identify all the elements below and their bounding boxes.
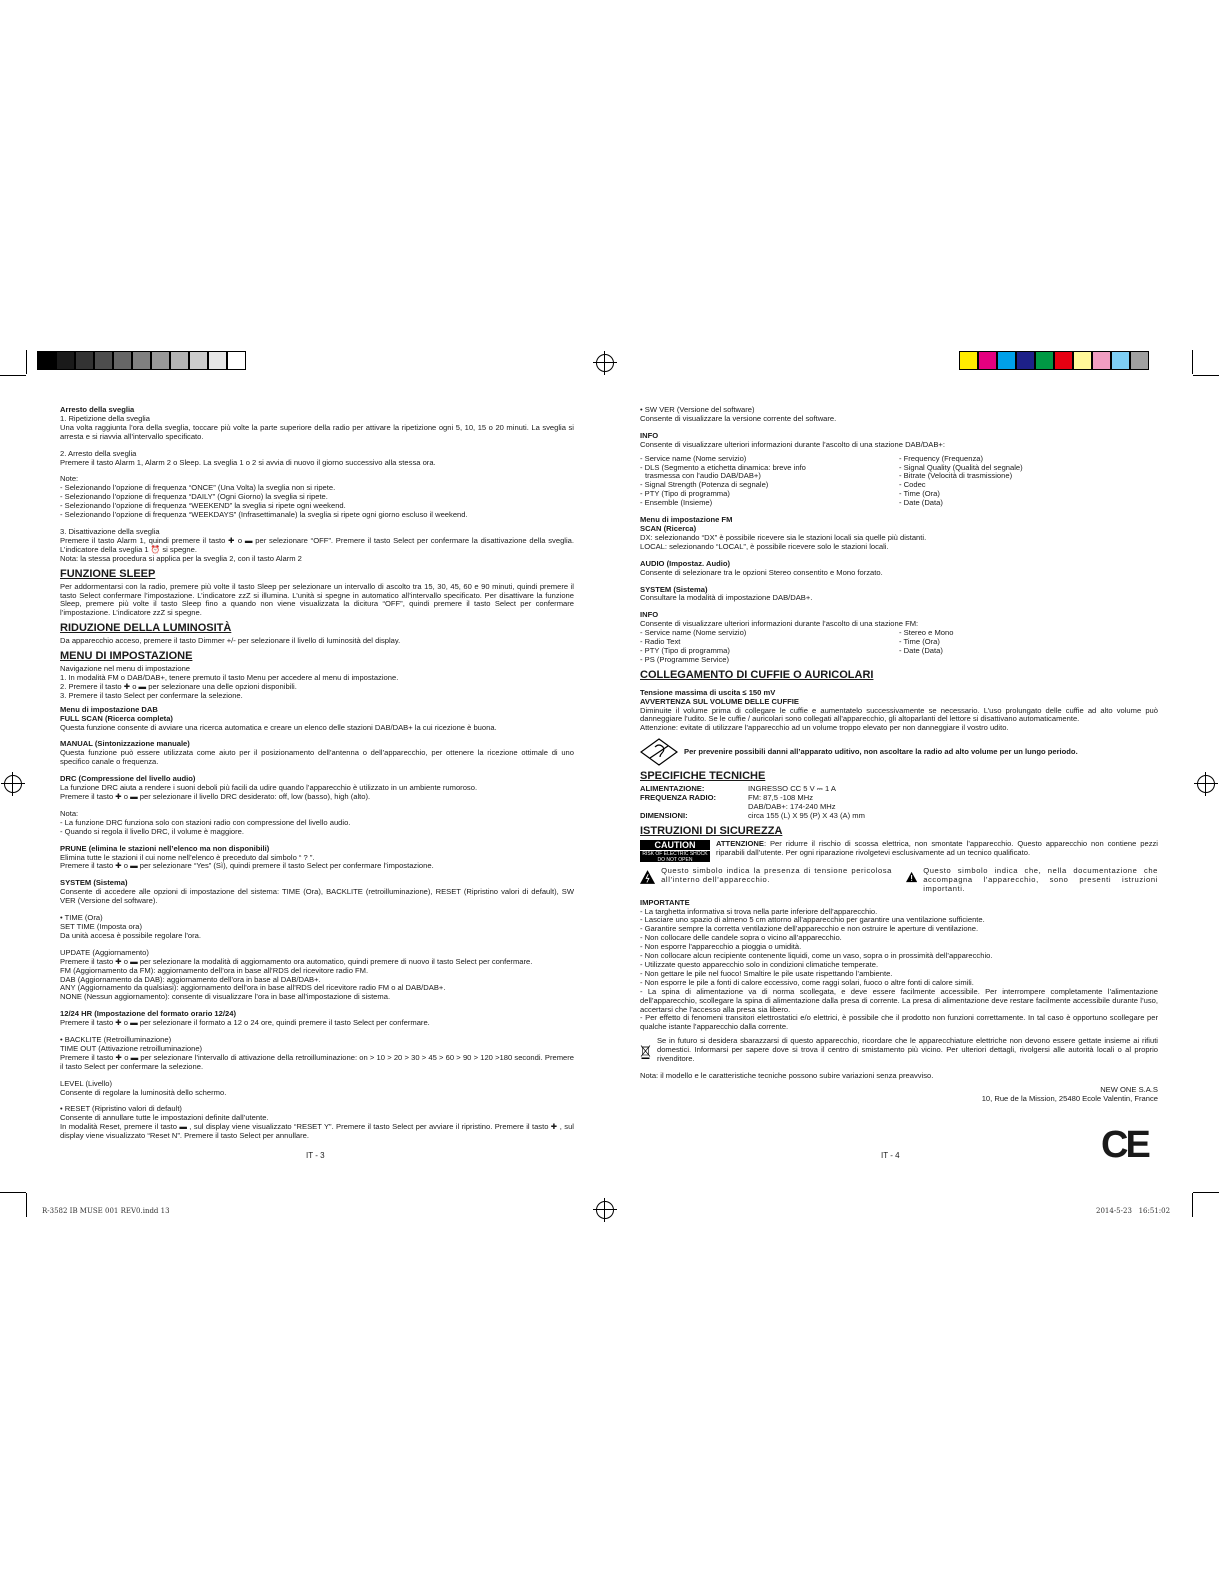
info2-item: - Date (Data) xyxy=(899,645,943,655)
audio-title: AUDIO (Impostaz. Audio) xyxy=(640,558,730,568)
dimmer-text: Da apparecchio acceso, premere il tasto Dimmer +/- per selezionare il livello di luminosità del display. xyxy=(60,636,401,646)
info-item: - Signal Strength (Potenza di segnale) xyxy=(640,480,769,490)
update-line: NONE (Nessun aggiornamento): consente di visualizzare l’ora in base all’impostazione di sistema. xyxy=(60,992,391,1002)
menu-line: 2. Premere il tasto ✚ o ▬ per selezionare una delle opzioni disponibili. xyxy=(60,681,297,691)
page-number-left: IT - 3 xyxy=(306,1151,325,1160)
scan-line: LOCAL: selezionando “LOCAL”, è possibile ricevere solo le stazioni locali. xyxy=(640,541,889,551)
left-page-column xyxy=(60,406,574,1141)
alarm3-title: 3. Disattivazione della sveglia xyxy=(60,526,160,536)
crop-mark xyxy=(1193,1192,1219,1193)
registration-mark-icon xyxy=(4,775,22,793)
hr-title: 12/24 HR (Impostazione del formato orario 12/24) xyxy=(60,1009,236,1019)
update-line: ANY (Aggiornamento da qualsiasi): aggiornamento dell’ora in base all’RDS del ricevitore radio FM o al DAB/DAB+. xyxy=(60,983,446,993)
crop-mark xyxy=(1193,375,1219,376)
note-item: - Selezionando l’opzione di frequenza “ONCE” (Una Volta) la sveglia non si ripete. xyxy=(60,483,336,493)
info-item: trasmessa con l’audio DAB/DAB+) xyxy=(645,471,761,481)
hearing-warning xyxy=(640,738,1158,766)
note-item: - Selezionando l’opzione di frequenza “WEEKEND” la sveglia si ripete ogni weekend. xyxy=(60,501,346,511)
slug-time: 16:51:02 xyxy=(1138,1207,1171,1215)
swver-line: • SW VER (Versione del software) xyxy=(640,405,755,414)
crop-mark xyxy=(0,375,26,376)
company-address: 10, Rue de la Mission, 25480 Ecole Valentin, France xyxy=(981,1094,1158,1104)
color-swatch xyxy=(37,351,56,370)
prune-line: Elimina tutte le stazioni il cui nome nell’elenco è preceduto dal simbolo “ ? ”. xyxy=(60,852,315,862)
symbol1-text: Questo simbolo indica la presenza di tensione pericolosa all’interno dell’apparecchio. xyxy=(661,865,892,884)
info-item: - Date (Data) xyxy=(899,498,943,508)
alarm-stop-title: Arresto della sveglia xyxy=(60,405,135,414)
important-item: - Utilizzate questo apparecchio solo in condizioni climatiche temperate. xyxy=(640,959,879,969)
ce-mark: CE xyxy=(1101,1124,1148,1166)
menu-line: 3. Premere il tasto Select per confermare la selezione. xyxy=(60,690,243,700)
manual-title: MANUAL (Sintonizzazione manuale) xyxy=(60,739,190,749)
drc-title: DRC (Compressione del livello audio) xyxy=(60,774,196,784)
registration-mark-icon xyxy=(1197,775,1215,793)
variation-note: Nota: il modello e le caratteristiche tecniche possono subire variazioni senza preavviso. xyxy=(640,1071,934,1081)
menu-heading: MENU DI IMPOSTAZIONE xyxy=(60,650,193,663)
attention-label: ATTENZIONE xyxy=(716,838,764,848)
caution-title: CAUTION xyxy=(640,840,710,851)
color-swatch xyxy=(56,351,75,370)
backlite-line: TIME OUT (Attivazione retroilluminazione) xyxy=(60,1043,203,1053)
info-item: - Signal Quality (Qualità del segnale) xyxy=(899,462,1023,472)
fm-menu-title: Menu di impostazione FM xyxy=(640,515,733,525)
color-swatch xyxy=(132,351,151,370)
menu-line: Navigazione nel menu di impostazione xyxy=(60,664,191,674)
color-swatch xyxy=(170,351,189,370)
fullscan-title: FULL SCAN (Ricerca completa) xyxy=(60,713,173,723)
symbol-row xyxy=(640,867,1158,894)
prune-line: Premere il tasto ✚ o ▬ per selezionare “Yes” (Sì), quindi premere il tasto Select per confermare l’impostazione. xyxy=(60,861,434,871)
color-swatch xyxy=(189,351,208,370)
info-item: - Time (Ora) xyxy=(899,489,940,499)
color-swatch xyxy=(1073,351,1092,370)
fm-system-title: SYSTEM (Sistema) xyxy=(640,584,708,594)
reset-line: In modalità Reset, premere il tasto ▬ , sul display viene visualizzato “RESET Y”. Premere il tasto Select per avviare il ripristino. Premere il tasto ✚ , sul display viene visualizzato “Reset N”. Premere il tasto Select per annullare. xyxy=(60,1122,574,1141)
drc-note: - Quando si regola il livello DRC, il volume è maggiore. xyxy=(60,826,245,836)
important-item: - La spina di alimentazione va di norma scollegata, e deve essere facilmente accessibile. Per interrompere completamente l’alimentazione dell’apparecchio, scollegare la spina di alimentazione dalla presa di corrente. La presa di alimentazione deve restare facilmente accessibile durante l’uso, accertarsi che l’accesso alla presa sia libero. xyxy=(640,986,1158,1014)
menu-line: 1. In modalità FM o DAB/DAB+, tenere premuto il tasto Menu per accedere al menu di impostazione. xyxy=(60,673,399,683)
info-item: - Frequency (Frequenza) xyxy=(899,453,983,463)
info-item: - PTY (Tipo di programma) xyxy=(640,489,730,499)
crop-mark xyxy=(26,350,27,374)
volume-warning-title: AVVERTENZA SUL VOLUME DELLE CUFFIE xyxy=(640,696,799,706)
weee-text: Se in futuro si desidera sbarazzarsi di questo apparecchio, ricordare che le apparecchiature elettriche non devono essere gettate insieme ai rifiuti domestici. Informarsi per sapere dove si trova il centro di smistamento più vicino. Per ulteriori dettagli, rivolgersi alle autorità locali o al proprio rivenditore. xyxy=(656,1036,1158,1064)
time-line: • TIME (Ora) xyxy=(60,913,103,923)
attention-text: : Per ridurre il rischio di scossa elettrica, non smontate l’apparecchio. Questo apparecchio non contiene pezzi riparabili dall’utente. Per ogni riparazione rivolgetevi esclusivamente ad un tecnico qualificato. xyxy=(716,838,1158,857)
update-line: FM (Aggiornamento da FM): aggiornamento dell’ora in base all’RDS del ricevitore radio FM. xyxy=(60,965,369,975)
swver-line: Consente di visualizzare la versione corrente del software. xyxy=(640,413,837,423)
color-swatch xyxy=(1092,351,1111,370)
slug-datetime xyxy=(1096,1207,1170,1215)
volume-attention: Attenzione: evitate di utilizzare l’apparecchio ad un volume troppo elevato per non danneggiare il vostro udito. xyxy=(640,723,1009,733)
info2-item: - PS (Programme Service) xyxy=(640,654,730,664)
system-title: SYSTEM (Sistema) xyxy=(60,878,128,888)
scan-line: DX: selezionando “DX” è possibile ricevere sia le stazioni locali sia quelle più distanti. xyxy=(640,532,927,542)
alarm3-note: Nota: la stessa procedura si applica per la sveglia 2, con il tasto Alarm 2 xyxy=(60,553,302,563)
headphone-heading: COLLEGAMENTO DI CUFFIE O AURICOLARI xyxy=(640,668,874,681)
color-swatch xyxy=(1111,351,1130,370)
dab-menu-title: Menu di impostazione DAB xyxy=(60,704,158,714)
info2-title: INFO xyxy=(640,610,659,620)
info-text: Consente di visualizzare ulteriori informazioni durante l’ascolto di una stazione DAB/DAB+: xyxy=(640,439,945,449)
color-swatch xyxy=(94,351,113,370)
level-line: Consente di regolare la luminosità dello schermo. xyxy=(60,1087,227,1097)
color-swatch xyxy=(959,351,978,370)
time-line: SET TIME (Imposta ora) xyxy=(60,921,143,931)
registration-mark-icon xyxy=(596,354,614,372)
manual-text: Questa funzione può essere utilizzata come aiuto per il posizionamento dell’antenna o dell’apparecchio, per ottenere la ricezione ottimale di uno specifico canale o frequenza. xyxy=(60,748,574,767)
update-line: DAB (Aggiornamento da DAB): aggiornamento dell’ora in base al DAB/DAB+. xyxy=(60,974,321,984)
system-text: Consente di accedere alle opzioni di impostazione del sistema: TIME (Ora), BACKLITE (retroilluminazione), RESET (Ripristino valori di default), SW VER (Versione del software). xyxy=(60,887,574,906)
backlite-line: Premere il tasto ✚ o ▬ per selezionare l’intervallo di attivazione della retroilluminazione: on > 10 > 20 > 30 > 45 > 60 > 90 > 120 >180 secondi. Premere il tasto Select per confermare la selezione. xyxy=(60,1052,574,1071)
lightning-warning-icon xyxy=(640,867,655,887)
sleep-heading: FUNZIONE SLEEP xyxy=(60,567,156,580)
caution-row xyxy=(640,840,1158,862)
page-number-right: IT - 4 xyxy=(881,1151,900,1160)
alarm3-text: Premere il tasto Alarm 1, quindi premere il tasto ✚ o ▬ per selezionare “OFF”. Premere il tasto Select per confermare la disattivazione della sveglia. L’indicatore della sveglia 1 ⏰ si spegne. xyxy=(60,535,574,554)
color-swatch xyxy=(1016,351,1035,370)
info-title: INFO xyxy=(640,430,659,440)
info2-item: - Radio Text xyxy=(640,637,681,647)
drc-line: La funzione DRC aiuta a rendere i suoni deboli più facili da udire quando l’apparecchio è utilizzato in un ambiente rumoroso. xyxy=(60,783,478,793)
info2-list xyxy=(640,629,1158,665)
update-line: UPDATE (Aggiornamento) xyxy=(60,947,149,957)
fullscan-text: Questa funzione consente di avviare una ricerca automatica e creare un elenco delle stazioni DAB/DAB+ la cui ricezione è buona. xyxy=(60,722,497,732)
crop-mark xyxy=(0,1192,26,1193)
safety-heading: ISTRUZIONI DI SICUREZZA xyxy=(640,824,783,837)
hearing-warning-text: Per prevenire possibili danni all’apparato uditivo, non ascoltare la radio ad alto volume per un lungo periodo. xyxy=(684,746,1078,756)
color-swatch xyxy=(113,351,132,370)
spec-value: DAB/DAB+: 174-240 MHz xyxy=(748,802,836,812)
caution-label xyxy=(640,840,710,862)
note-item: - Selezionando l’opzione di frequenza “DAILY” (Ogni Giorno) la sveglia si ripete. xyxy=(60,492,328,502)
spec-value: FM: 87,5 -108 MHz xyxy=(748,793,813,803)
info-item: - Codec xyxy=(899,480,926,490)
spec-label: ALIMENTAZIONE: xyxy=(640,784,705,794)
sleep-text: Per addormentarsi con la radio, premere più volte il tasto Sleep per selezionare un intervallo di ascolto tra 15, 30, 45, 60 e 90 minuti, quindi premere il tasto Select confermare l’impostazione. L’indicatore zzZ si illumina. L’unità si spegne in automatico all’intervallo specificato. Per disattivare la funzione Sleep, premere più volte il tasto Sleep fino a quando non viene visualizzata la dicitura “OFF”, quindi premere il tasto Select per confermare l’impostazione. L’indicatore zzZ si spegne. xyxy=(60,581,574,618)
caution-sub: DO NOT OPEN xyxy=(657,856,693,863)
dimmer-heading: RIDUZIONE DELLA LUMINOSITÀ xyxy=(60,622,232,635)
important-title: IMPORTANTE xyxy=(640,897,690,907)
crossed-bin-icon xyxy=(640,1037,651,1067)
info2-item: - Stereo e Mono xyxy=(899,628,954,638)
important-item: - Non collocare alcun recipiente contenente liquidi, come un vaso, sopra o in prossimità dell’apparecchio. xyxy=(640,951,993,961)
color-swatch xyxy=(1054,351,1073,370)
color-swatch xyxy=(1035,351,1054,370)
important-item: - Per effetto di fenomeni transitori elettrostatici e/o elettrici, è possibile che il prodotto non funzioni correttamente. In tal caso è opportuno scollegare per qualche istante l’apparecchio dalla corrente. xyxy=(640,1013,1158,1032)
volume-text: Diminuite il volume prima di collegare le cuffie e aumentatelo successivamente se necessario. L’uso prolungato delle cuffie ad alto volume può danneggiare l’udito. Se le cuffie / auricolari sono collegati all’apparecchio, gli altoparlanti del lettore si disattivano automaticamente. xyxy=(640,705,1158,724)
right-page-column xyxy=(640,406,1158,1104)
caution-sub: RISK OF ELECTRIC SHOCK xyxy=(642,850,708,857)
color-swatch xyxy=(208,351,227,370)
info-item: - Bitrate (Velocità di trasmissione) xyxy=(899,471,1013,481)
info2-text: Consente di visualizzare ulteriori informazioni durante l’ascolto di una stazione FM: xyxy=(640,619,919,629)
color-swatch xyxy=(151,351,170,370)
alarm2-title: 2. Arresto della sveglia xyxy=(60,448,137,458)
color-swatch xyxy=(227,351,246,370)
spec-label: FREQUENZA RADIO: xyxy=(640,793,717,803)
fm-system-text: Consultare la modalità di impostazione DAB/DAB+. xyxy=(640,593,813,603)
info-list xyxy=(640,455,1158,508)
crop-mark xyxy=(26,1193,27,1217)
info2-item: - Time (Ora) xyxy=(899,637,940,647)
important-item: - Non gettare le pile nel fuoco! Smaltire le pile usate rispettando l’ambiente. xyxy=(640,968,893,978)
spec-table xyxy=(640,785,1158,821)
color-swatch xyxy=(997,351,1016,370)
prune-title: PRUNE (elimina le stazioni nell’elenco ma non disponibili) xyxy=(60,843,270,853)
backlite-line: • BACKLITE (Retroilluminazione) xyxy=(60,1035,172,1045)
level-line: LEVEL (Livello) xyxy=(60,1078,113,1088)
important-item: - Non esporre le pile a fonti di calore eccessivo, come raggi solari, fuoco o altre fonti di calore simili. xyxy=(640,977,974,987)
alarm-line: 1. Ripetizione della sveglia xyxy=(60,413,150,423)
registration-mark-icon xyxy=(596,1201,614,1219)
info-item: - Service name (Nome servizio) xyxy=(640,453,747,463)
note-title: Note: xyxy=(60,474,79,484)
important-item: - Lasciare uno spazio di almeno 5 cm attorno all’apparecchio per garantire una ventilazione sufficiente. xyxy=(640,915,985,925)
info-item: - Ensemble (Insieme) xyxy=(640,498,713,508)
spec-heading: SPECIFICHE TECNICHE xyxy=(640,770,766,783)
drc-note-title: Nota: xyxy=(60,808,79,818)
info2-item: - PTY (Tipo di programma) xyxy=(640,645,730,655)
scan-title: SCAN (Ricerca) xyxy=(640,523,697,533)
hearing-damage-icon xyxy=(640,738,678,766)
crop-mark xyxy=(1192,1193,1193,1217)
reset-line: • RESET (Ripristino valori di default) xyxy=(60,1104,182,1114)
reset-line: Consente di annullare tutte le impostazioni definite dall’utente. xyxy=(60,1113,269,1123)
hr-text: Premere il tasto ✚ o ▬ per selezionare il formato a 12 o 24 ore, quindi premere il tasto Select per confermare. xyxy=(60,1018,430,1028)
color-swatch xyxy=(978,351,997,370)
info2-item: - Service name (Nome servizio) xyxy=(640,628,747,638)
symbol2-text: Questo simbolo indica che, nella documentazione che accompagna l’apparecchio, sono presenti istruzioni importanti. xyxy=(923,865,1158,893)
color-swatch xyxy=(1130,351,1149,370)
spec-value: INGRESSO CC 5 V ⎓ 1 A xyxy=(748,784,836,794)
note-item: - Selezionando l’opzione di frequenza “WEEKDAYS” (Infrasettimanale) la sveglia si ripete ogni giorno escluso il weekend. xyxy=(60,510,468,520)
company-name: NEW ONE S.A.S xyxy=(1100,1085,1158,1095)
drc-line: Premere il tasto ✚ o ▬ per selezionare il livello DRC desiderato: off, low (basso), high (alto). xyxy=(60,792,371,801)
drc-note: - La funzione DRC funziona solo con stazioni radio con compressione del livello audio. xyxy=(60,817,351,827)
slug-date: 2014-5-23 xyxy=(1096,1207,1132,1215)
weee-row xyxy=(640,1037,1158,1067)
crop-mark xyxy=(1192,350,1193,374)
slug-file: R-3582 IB MUSE 001 REV0.indd 13 xyxy=(42,1207,170,1215)
exclamation-warning-icon xyxy=(906,867,917,887)
update-line: Premere il tasto ✚ o ▬ per selezionare la modalità di aggiornamento ora automatico, quindi premere di nuovo il tasto Select per confermare. xyxy=(60,956,533,966)
info-item: - DLS (Segmento a etichetta dinamica: breve info xyxy=(640,462,806,472)
alarm-line: Una volta raggiunta l’ora della sveglia, toccare più volte la parte superiore della radio per attivare la ripetizione ogni 5, 10, 15 o 20 minuti. La sveglia si arresta e si riavvia all’intervallo specificato. xyxy=(60,422,574,441)
important-item: - La targhetta informativa si trova nella parte inferiore dell’apparecchio. xyxy=(640,906,878,916)
important-item: - Non collocare delle candele sopra o vicino all’apparecchio. xyxy=(640,933,842,943)
alarm2-text: Premere il tasto Alarm 1, Alarm 2 o Sleep. La sveglia 1 o 2 si avvia di nuovo il giorno successivo alla stessa ora. xyxy=(60,457,436,467)
spec-value: circa 155 (L) X 95 (P) X 43 (A) mm xyxy=(748,811,865,820)
audio-text: Consente di selezionare tra le opzioni Stereo consentito e Mono forzato. xyxy=(640,567,883,577)
important-item: - Non esporre l’apparecchio a pioggia o umidità. xyxy=(640,942,802,952)
voltage-title: Tensione massima di uscita ≤ 150 mV xyxy=(640,687,776,697)
spec-label: DIMENSIONI: xyxy=(640,811,688,820)
color-swatch xyxy=(75,351,94,370)
time-line: Da unità accesa è possibile regolare l’ora. xyxy=(60,930,201,940)
important-item: - Garantire sempre la corretta ventilazione dell’apparecchio e non ostruire le aperture di ventilazione. xyxy=(640,924,979,934)
